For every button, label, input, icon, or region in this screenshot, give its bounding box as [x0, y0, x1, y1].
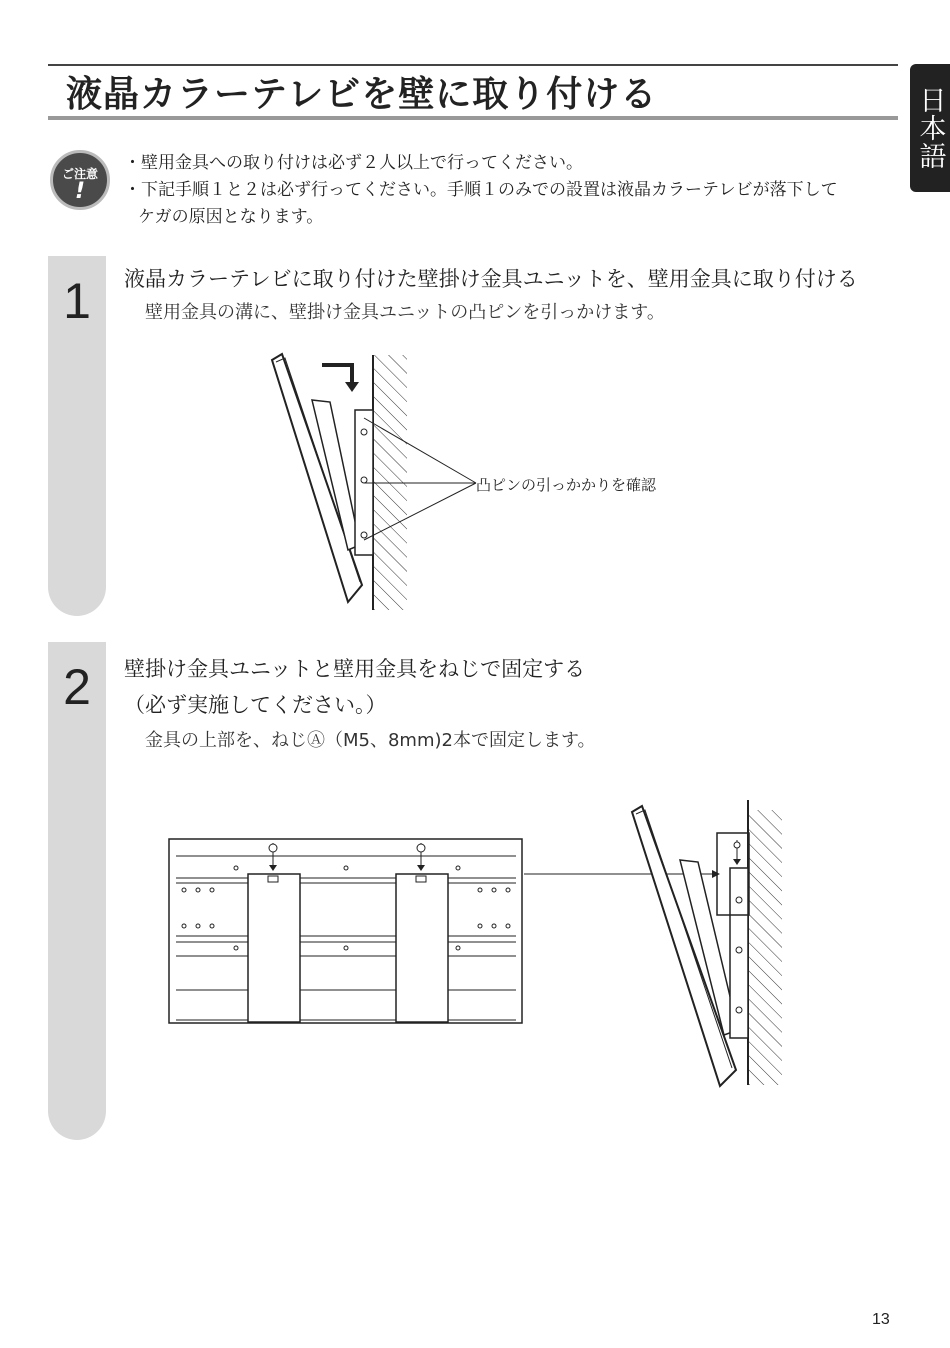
page-title: 液晶カラーテレビを壁に取り付ける [66, 74, 658, 115]
caution-icon [50, 150, 110, 210]
caution-line: ・壁用金具への取り付けは必ず２人以上で行ってください。 [124, 153, 583, 173]
bracket-front-view [168, 838, 524, 1026]
pin-check-callout: 凸ピンの引っかかりを確認 [476, 476, 657, 494]
step-1-number: 1 [63, 273, 91, 329]
exclamation-icon: ! [74, 179, 86, 204]
step-2-number: 2 [63, 659, 91, 715]
step-2-heading-line-2: （必ず実施してください。） [124, 693, 387, 717]
page-number: 13 [872, 1311, 890, 1328]
step-2-description: 金具の上部を、ねじⒶ（M5、8mm)2本で固定します。 [145, 730, 596, 751]
title-rule-bottom [48, 116, 898, 120]
language-tab[interactable]: 日本語 [910, 64, 950, 192]
caution-line: ケガの原因となります。 [138, 207, 324, 227]
caution-text [124, 150, 838, 231]
caution-line: ・下記手順１と２は必ず行ってください。手順１のみでの設置は液晶カラーテレビが落下して [124, 180, 838, 200]
step-1-description: 壁用金具の溝に、壁掛け金具ユニットの凸ピンを引っかけます。 [145, 302, 665, 323]
caution-icon-label: ご注意 [61, 167, 98, 181]
step-2-bar [48, 642, 106, 1140]
bracket-side-view [620, 800, 790, 1090]
step-1-heading: 液晶カラーテレビに取り付けた壁掛け金具ユニットを、壁用金具に取り付ける [124, 267, 858, 291]
step-2-heading-line-1: 壁掛け金具ユニットと壁用金具をねじで固定する [124, 657, 586, 681]
